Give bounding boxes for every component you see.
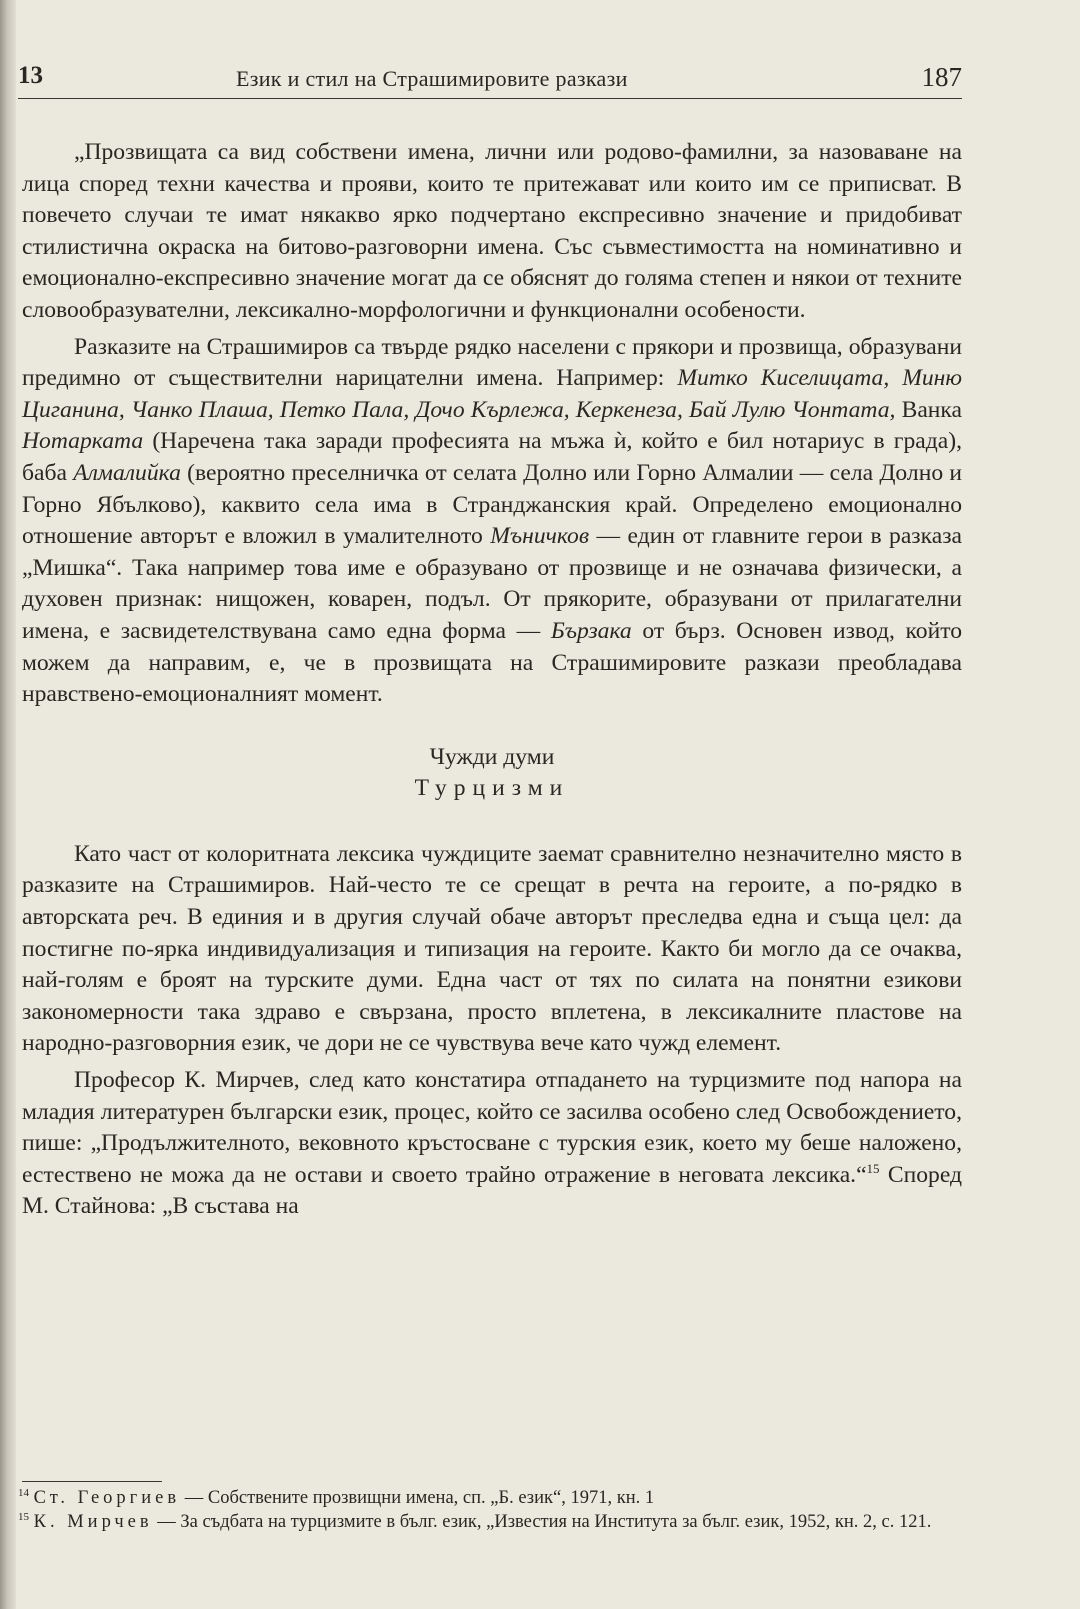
section-heading	[22, 742, 962, 805]
nickname-almaliyka: Алмалийка	[73, 459, 181, 486]
footnotes	[18, 1486, 968, 1534]
running-title: Език и стил на Страшимировите разкази	[236, 66, 628, 91]
footnote-14: $^{14}$ Ст. Георгиев — Собствените прозвищни имена, сп. „Б. език“, 1971, кн. 1	[18, 1487, 655, 1508]
section-subtitle: Турцизми	[414, 775, 570, 802]
section-title: Чужди думи	[429, 743, 555, 770]
running-header	[18, 62, 962, 99]
paragraph-foreign-words: Като част от колоритната лексика чуждиците заемат сравнително незначително място в разказите на Страшимиров. Най-често те се срещат в речта на героите, а по-рядко в авторската реч. В единия и в другия случай обаче авторът преследва една и съща цел: да постигне по-ярка индивидуализация и типизация на героите. Както би могло да се очаква, най-голям е броят на турските думи. Една част от тях по силата на понятни езикови закономерности така здраво е свързана, просто вплетена, в лексикалните пластове на народно-разговорния език, че дори не се чувствува вече като чужд елемент.	[22, 840, 962, 1057]
nickname-notarkata: Нотарката	[22, 428, 144, 455]
footnote-author: Ст. Георгиев	[33, 1488, 181, 1508]
footnote-ref-15: 15	[866, 1160, 880, 1176]
paragraph-quote-nicknames: „Прозвищата са вид собствени имена, лични или родово-фамилни, за назоваване на лица според техни качества и прояви, които те притежават или които им се приписват. В повечето случаи те имат някакво ярко подчертано експресивно значение и придобиват стилистична окраска на битово-разговорни имена. Със съвместимостта на номинативно и емоционално-експресивно значение могат да се обяснят до голяма степен и някои от техните словообразувателни, лексикално-морфологични и функционални особености.	[22, 139, 962, 323]
nickname-manichkov: Мъничков	[490, 523, 590, 550]
main-text	[22, 137, 962, 1223]
footnote-divider	[22, 1481, 162, 1482]
page-number-left: 13	[18, 62, 43, 89]
nickname-barzaka: Бързака	[550, 617, 632, 644]
page-number: 187	[921, 62, 962, 92]
footnote-15: $^{15}$ К. Мирчев — За съдбата на турцизмите в бълг. език, „Известия на Института за бълг. език, 1952, кн. 2, с. 121.	[18, 1511, 932, 1532]
paragraph-nicknames-examples: Разказите на Страшимиров са твърде рядко населени с прякори и прозвища, образувани предимно от съществителни нарицателни имена. Например: Митко Киселицата, Миню Циганина, Чанко Плаша, Петко Пала, Дочо Кърлежа, Керкенеза, Бай Лулю Чонтата, Ванка Нотарката (Наречена така заради професията на мъжа ѝ, който е бил нотариус в града), баба Алмалийка (вероятно преселничка от селата Долно или Горно Алмалии — села Долно и Горно Ябълково), каквито села има в Странджанския край. Определено емоционално отношение авторът е вложил в умалителното Мъничков — един от главните герои в разказа „Мишка“. Така например това име е образувано от прозвище и не означава физически, а духовен признак: нищожен, коварен, подъл. От прякорите, образувани от прилагателни имена, е засвидетелствувана само една форма — Бързака от бърз. Основен извод, който можем да направим, е, че в прозвищата на Страшимировите разкази преобладава нравствено-емоционалният момент.	[22, 333, 963, 708]
nickname-list: Митко Киселицата, Миню Циганина, Чанко Плаша, Петко Пала, Дочо Кърлежа, Керкенеза, Бай Лулю Чонтата,	[22, 365, 962, 423]
paragraph-mirchev-quote: Професор К. Мирчев, след като констатира отпадането на турцизмите под напора на младия литературен български език, процес, който се засилва особено след Освобождението, пише: „Продължителното, вековното кръстосване с турския език, което му беше наложено, естествено не можа да не остави и своето трайно отражение в неговата лексика.“$^{15}$ Според М. Стайнова: „В състава на	[22, 1067, 962, 1220]
footnote-author: К. Мирчев	[33, 1512, 153, 1532]
